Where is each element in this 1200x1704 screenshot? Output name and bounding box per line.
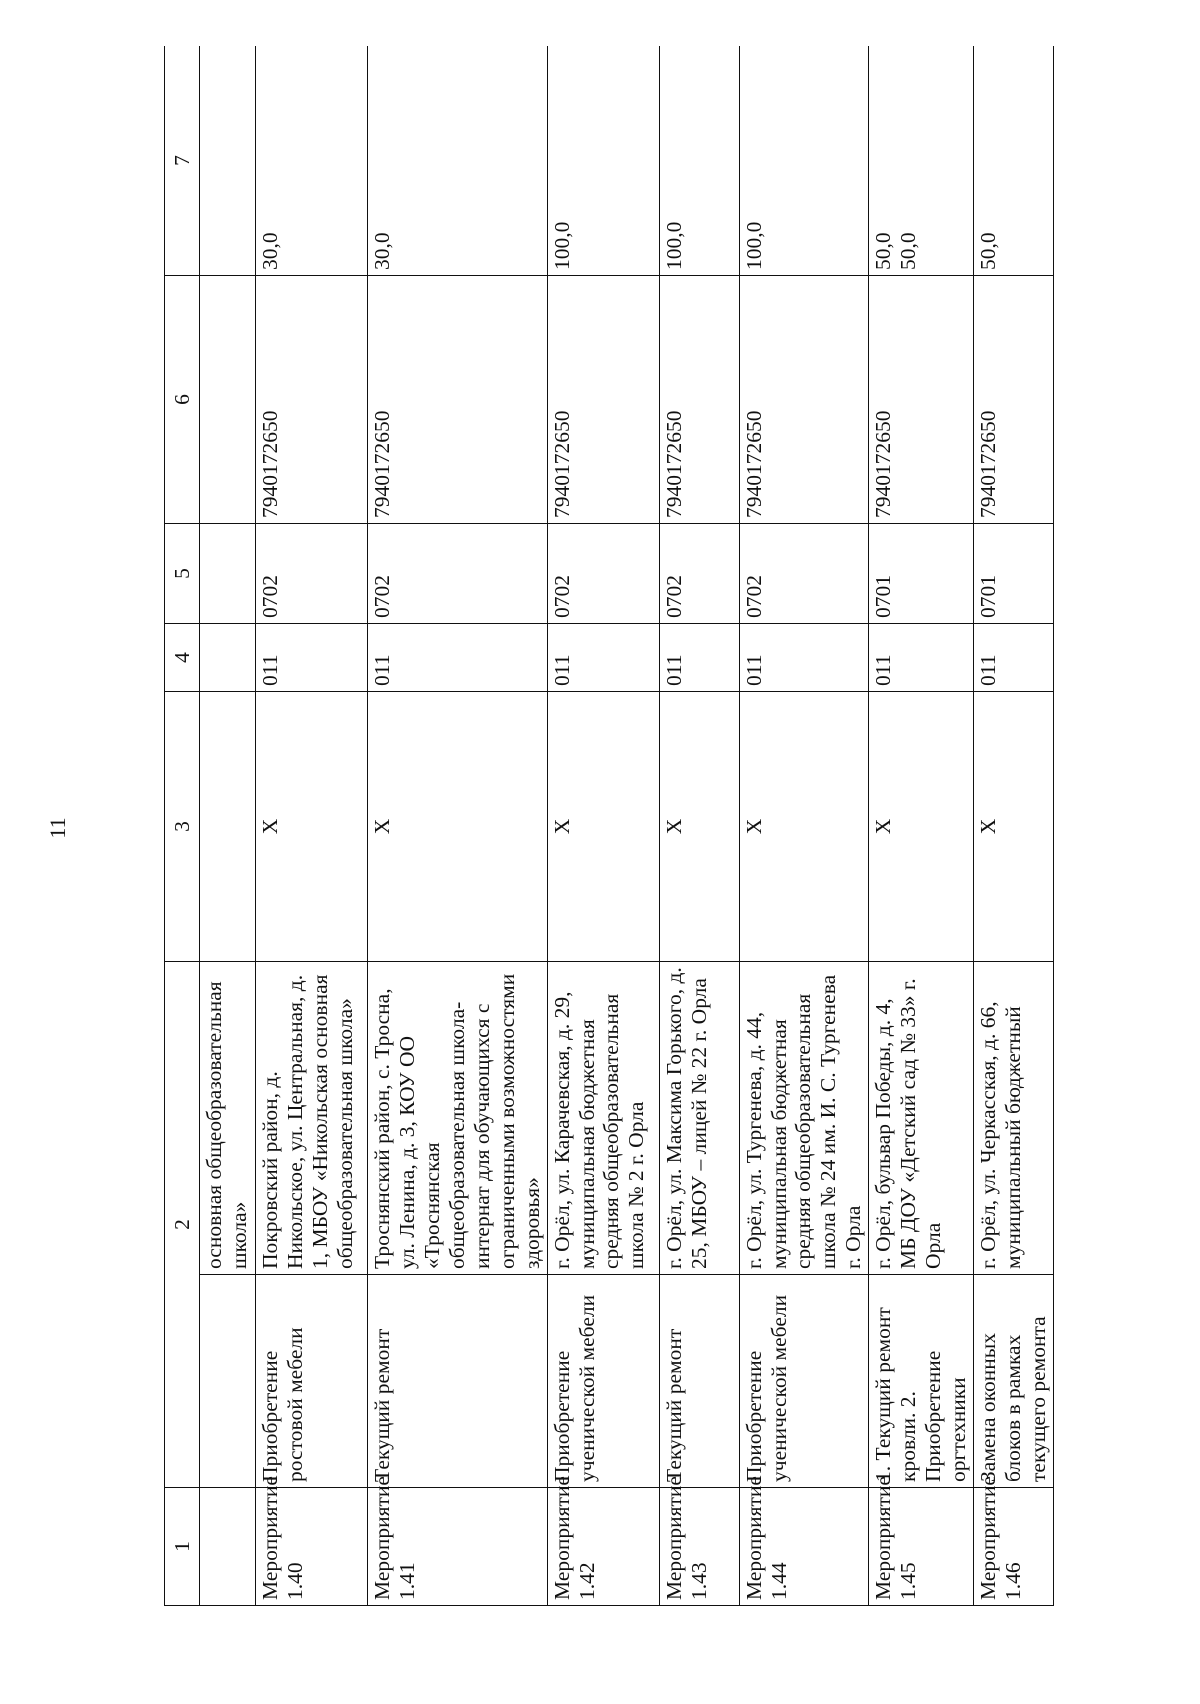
event-id-cell: Мероприятие 1.46	[974, 1488, 1054, 1606]
table-row	[739, 46, 869, 1606]
amount-value: 50,0	[896, 232, 921, 270]
activity-cell: 1. Текущий ремонт кровли. 2. Приобретение оргтехники	[869, 1275, 974, 1488]
address-cell: г. Орёл, бульвар Победы, д. 4, МБ ДОУ «Детский сад № 33» г. Орла	[869, 962, 974, 1275]
table-viewport	[164, 46, 1064, 1606]
col5-cell: 0701	[869, 524, 974, 624]
header-col-7: 7	[165, 46, 200, 276]
col4-cell: 011	[256, 624, 368, 692]
col6-cell: 7940172650	[974, 276, 1054, 524]
cont-col-7	[200, 46, 256, 276]
activity-cell: Текущий ремонт	[368, 1275, 548, 1488]
header-col-3: 3	[165, 692, 200, 962]
amount-value: 50,0	[976, 232, 1000, 270]
col4-cell: 011	[739, 624, 869, 692]
event-id-cell: Мероприятие 1.43	[659, 1488, 739, 1606]
page-number: 11	[45, 817, 70, 839]
cont-col-5	[200, 524, 256, 624]
table-row	[869, 46, 974, 1606]
address-cell: г. Орёл, ул. Черкасская, д. 66, муниципальный бюджетный	[974, 962, 1054, 1275]
amount-cell	[974, 46, 1054, 276]
header-col-1: 1	[165, 1488, 200, 1606]
address-cell: Покровский район, д. Никольское, ул. Центральная, д. 1, МБОУ «Никольская основная общеобразовательная школа»	[256, 962, 368, 1275]
table-row	[659, 46, 739, 1606]
amount-value: 100,0	[741, 221, 766, 270]
col3-cell: Х	[368, 692, 548, 962]
event-id-cell: Мероприятие 1.41	[368, 1488, 548, 1606]
cont-col-4	[200, 624, 256, 692]
amount-cell	[256, 46, 368, 276]
header-row	[165, 46, 200, 1606]
amount-value: 100,0	[549, 221, 574, 270]
address-cell: г. Орёл, ул. Максима Горького, д. 25, МБОУ – лицей № 22 г. Орла	[659, 962, 739, 1275]
amount-value: 30,0	[258, 232, 282, 270]
amount-cell	[368, 46, 548, 276]
cont-col-6	[200, 276, 256, 524]
event-id-cell: Мероприятие 1.42	[547, 1488, 659, 1606]
cont-col-1	[200, 1488, 256, 1606]
col5-cell: 0702	[368, 524, 548, 624]
col6-cell: 7940172650	[659, 276, 739, 524]
activity-cell: Приобретение ученической мебели	[547, 1275, 659, 1488]
cont-col-3	[200, 692, 256, 962]
address-cell: г. Орёл, ул. Карачевская, д. 29, муниципальная бюджетная средняя общеобразовательная школа № 2 г. Орла	[547, 962, 659, 1275]
address-cell: Троснянский район, с. Тросна, ул. Ленина, д. 3, КОУ ОО «Троснянская общеобразовательная школа-интернат для обучающихся с ограниченными возможностями здоровья»	[368, 962, 548, 1275]
activity-cell: Замена оконных блоков в рамках текущего ремонта	[974, 1275, 1054, 1488]
col3-cell: Х	[869, 692, 974, 962]
amount-value: 30,0	[370, 232, 394, 270]
header-col-5: 5	[165, 524, 200, 624]
col3-cell: Х	[547, 692, 659, 962]
event-id-cell: Мероприятие 1.45	[869, 1488, 974, 1606]
col3-cell: Х	[659, 692, 739, 962]
col6-cell: 7940172650	[368, 276, 548, 524]
amount-cell	[739, 46, 869, 276]
event-id-cell: Мероприятие 1.40	[256, 1488, 368, 1606]
col6-cell: 7940172650	[547, 276, 659, 524]
col4-cell: 011	[659, 624, 739, 692]
col5-cell: 0701	[974, 524, 1054, 624]
table-row	[547, 46, 659, 1606]
cont-col-2b: основная общеобразовательная школа»	[200, 962, 256, 1275]
col4-cell: 011	[547, 624, 659, 692]
activity-cell: Приобретение ученической мебели	[739, 1275, 869, 1488]
rotated-page	[164, 46, 1064, 1606]
col6-cell: 7940172650	[256, 276, 368, 524]
continuation-row	[200, 46, 256, 1606]
col4-cell: 011	[368, 624, 548, 692]
amount-value: 100,0	[661, 221, 686, 270]
amount-cell	[869, 46, 974, 276]
activity-cell: Приобретение ростовой мебели	[256, 1275, 368, 1488]
col5-cell: 0702	[256, 524, 368, 624]
header-col-4: 4	[165, 624, 200, 692]
col5-cell: 0702	[739, 524, 869, 624]
col3-cell: Х	[739, 692, 869, 962]
amount-value: 50,0	[871, 232, 896, 270]
amount-cell	[547, 46, 659, 276]
table-row	[974, 46, 1054, 1606]
table-row	[368, 46, 548, 1606]
header-col-6: 6	[165, 276, 200, 524]
header-col-2: 2	[165, 962, 200, 1488]
cont-col-2a	[200, 1275, 256, 1488]
amount-cell	[659, 46, 739, 276]
col6-cell: 7940172650	[739, 276, 869, 524]
event-id-cell: Мероприятие 1.44	[739, 1488, 869, 1606]
table-row	[256, 46, 368, 1606]
col5-cell: 0702	[547, 524, 659, 624]
address-cell: г. Орёл, ул. Тургенева, д. 44, муниципальная бюджетная средняя общеобразовательная школа № 24 им. И. С. Тургенева г. Орла	[739, 962, 869, 1275]
col5-cell: 0702	[659, 524, 739, 624]
budget-table	[164, 46, 1054, 1606]
col6-cell: 7940172650	[869, 276, 974, 524]
col3-cell: Х	[256, 692, 368, 962]
col3-cell: Х	[974, 692, 1054, 962]
col4-cell: 011	[869, 624, 974, 692]
activity-cell: Текущий ремонт	[659, 1275, 739, 1488]
col4-cell: 011	[974, 624, 1054, 692]
